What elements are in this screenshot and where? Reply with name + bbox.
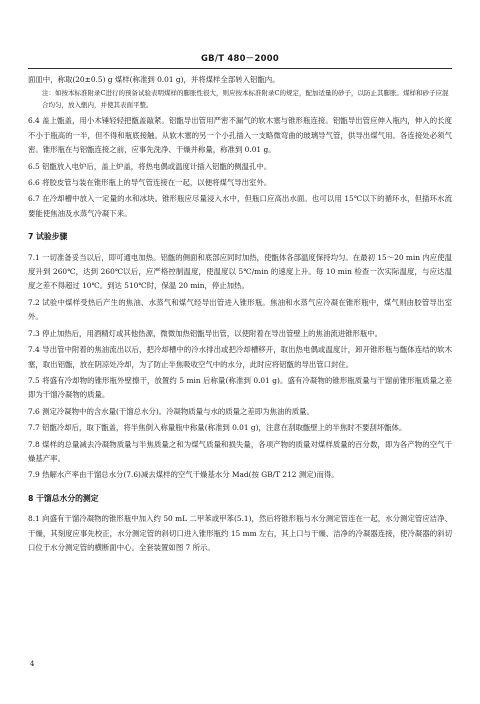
document-body [28, 73, 452, 557]
section-7-heading: 7 试验步骤 [28, 232, 68, 242]
clause-6-7: 6.7 在冷却槽中放入一定量的水和冰块。锥形瓶应尽量浸入水中，但瓶口应高出水面。也可以用 15℃以下的循环水，但插环水流要能使焦油及水蒸气冷凝下来。 [28, 194, 452, 218]
clause-7-3: 7.3 停止加热后，用酒精灯或其他热源，微微加热铝甑导出管，以使附着在导出管壁上的焦油流进锥形瓶中。 [28, 328, 383, 338]
page-number: 4 [30, 660, 35, 668]
note-paragraph: 注：如按本标准附录C进行的预备试验表明煤样的膨胀性很大，则应按本标准附录C的规定，配加适量的砂子，以防止其膨胀。煤样和砂子应混合均匀，放入甑内，并使其表面平整。 [42, 89, 449, 110]
clause-7-8: 7.8 煤样的总量减去冷凝物质量与半焦质量之和为煤气质量和损失量，各项产物的质量对煤样质量的百分数，即为各产物的空气干燥基产率。 [28, 439, 452, 463]
clause-6-6: 6.6 将胶皮管与装在锥形瓶上的导气管连接在一起，以便将煤气导出室外。 [28, 178, 272, 188]
page-header: GB/T 480－2000 [200, 53, 279, 63]
clause-6-5: 6.5 铝甑放入电炉后，盖上炉盖，将热电偶或温度计插入铝甑的侧温孔中。 [28, 161, 272, 171]
section-8-heading: 8 干馏总水分的测定 [28, 493, 99, 503]
clause-7-2: 7.2 试验中煤样受热后产生的焦油、水蒸气和煤气经导出管进入锥形瓶。焦油和水蒸气应冷凝在锥形瓶中，煤气则由胶管导出室外。 [28, 297, 452, 322]
clause-8-1: 8.1 向盛有干馏冷凝物的锥形瓶中加入约 50 mL 二甲苯或甲苯(5.1)，然后将锥形瓶与水分测定管连在一起，水分测定管应洁净、干燥，其刻度应事先校正，水分测定管的斜切口进入锥形瓶约 15 mm 左右，其上口与干燥、洁净的冷凝器连接，使冷凝器的斜切口位于水分测定管的横断面中心。全套装置如图 7 所示。 [28, 514, 452, 552]
clause-7-9: 7.9 热解水产率由干馏总水分(7.6)减去煤样的空气干燥基水分 Mad(按 GB/T 212 测定)而得。 [28, 470, 339, 480]
clause-7-1: 7.1 一切准备妥当以后，即可通电加热。铝甑的侧面和底部应同时加热，使甑体各部温度保持均匀。在最初 15～20 min 内应使温度升到 260℃，达到 260℃以后，应严格控制温度，使温度以 5℃/min 的速度上升。每 10 min 检查一次实际温度，与应达温度之差不得超过 10℃。到达 510℃时，保温 20 min，停止加热。 [28, 252, 452, 291]
clause-7-4: 7.4 导出管中附着的焦油流出以后，把冷却槽中的冷水排出或把冷却槽移开，取出热电偶或温度计，卸开锥形瓶与甑体连结的软木塞，取出铝甑，放在阴凉处冷却，为了防止半焦吸收空气中的水分，此时应将铝甑的导出管口封住。 [28, 345, 452, 369]
clause-7-6: 7.6 测定冷凝物中的含水量(干馏总水分)。冷凝物质量与水的质量之差即为焦油的质量。 [28, 406, 314, 416]
clause-7-7: 7.7 铝甑冷却后，取下甑盖，将半焦倒入称量瓶中称量(称准到 0.01 g)，注意在刮取甑壁上的半焦时不要刮坏甑体。 [28, 423, 407, 433]
clause-6-4: 6.4 盖上甑盖，用小木锤轻轻把甑盖敲紧。铝甑导出管用严密不漏气的软木塞与锥形瓶连接。铝甑导出管应伸入瓶内，伸入的长度不小于瓶高的一半，但不得和瓶底接触。从软木塞的另一个小孔插入一支略微弯曲的玻璃导气管，供导出煤气用。各连接处必须气密。锥形瓶在与铝甑连接之前，应事先洗净、干燥并称量，称准到 0.01 g。 [28, 116, 452, 155]
intro-paragraph: 面皿中，称取(20±0.5) g 煤样(称准到 0.01 g)，并将煤样全部转入铝甑内。 [28, 75, 280, 84]
header-rule [28, 68, 452, 69]
clause-7-5: 7.5 将盛有冷却物的锥形瓶外壁擦干，放置约 5 min 后称量(称准到 0.01 g)。盛有冷凝物的锥形瓶质量与干馏前锥形瓶质量之差即为干馏冷凝物的质量。 [28, 375, 452, 400]
